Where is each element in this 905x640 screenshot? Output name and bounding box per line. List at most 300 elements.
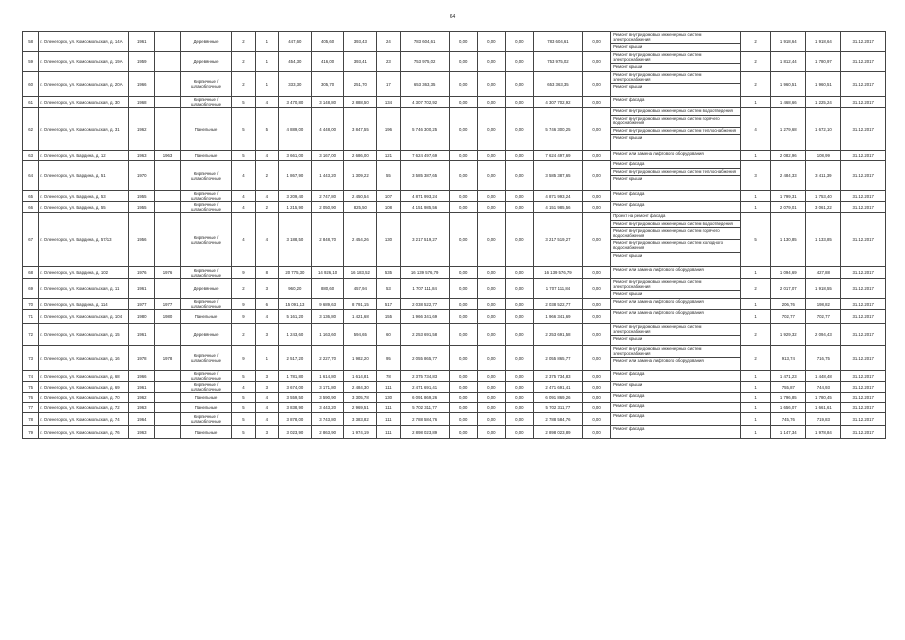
owned-area: 2 450,54 <box>344 191 377 202</box>
work-count: 3 <box>740 161 770 191</box>
table-row <box>23 202 886 213</box>
repair-work-item: Ремонт фасада <box>613 202 645 207</box>
fund-owners: 653 363,35 <box>533 72 582 97</box>
completion-date: 31.12.2017 <box>841 72 886 97</box>
entrances: 2 <box>255 202 278 213</box>
fund-federal: 0,00 <box>449 151 477 161</box>
table-row <box>23 310 886 324</box>
table-row <box>23 97 886 108</box>
build-year: 1955 <box>129 202 155 213</box>
row-number: 62 <box>23 108 39 151</box>
fund-owners: 2 788 584,76 <box>533 413 582 426</box>
commission-year <box>155 413 181 426</box>
max-unit-cost: 198,82 <box>806 299 841 310</box>
total-area: 3 559,50 <box>279 393 312 403</box>
build-year: 1963 <box>129 403 155 413</box>
wall-material: Панельные <box>180 310 231 324</box>
fund-regional: 0,00 <box>477 426 505 439</box>
fund-owners: 3 217 519,27 <box>533 213 582 267</box>
fund-other: 0,00 <box>583 279 611 299</box>
living-area: 1 614,80 <box>311 371 344 382</box>
residents: 517 <box>377 299 400 310</box>
fund-federal: 0,00 <box>449 213 477 267</box>
commission-year <box>155 426 181 439</box>
living-area: 305,70 <box>311 72 344 97</box>
repair-cost: 2 788 584,76 <box>400 413 449 426</box>
work-count: 1 <box>740 202 770 213</box>
fund-federal: 0,00 <box>449 52 477 72</box>
living-area: 3 590,90 <box>311 393 344 403</box>
repair-cost: 5 702 311,77 <box>400 403 449 413</box>
work-count: 1 <box>740 413 770 426</box>
row-number: 63 <box>23 151 39 161</box>
living-area: 405,60 <box>311 32 344 52</box>
commission-year: 1980 <box>155 310 181 324</box>
entrances: 1 <box>255 32 278 52</box>
entrances: 4 <box>255 191 278 202</box>
work-count: 5 <box>740 213 770 267</box>
commission-year <box>155 97 181 108</box>
total-area: 3 878,00 <box>279 413 312 426</box>
fund-regional: 0,00 <box>477 371 505 382</box>
build-year: 1976 <box>129 267 155 279</box>
repair-cost: 2 471 691,41 <box>400 382 449 393</box>
fund-owners: 3 585 387,65 <box>533 161 582 191</box>
work-count: 1 <box>740 151 770 161</box>
unit-cost: 1 468,66 <box>771 97 806 108</box>
row-number: 68 <box>23 267 39 279</box>
wall-material: Кирпичные / шлакоблочные <box>180 346 231 371</box>
floors: 4 <box>232 382 255 393</box>
table-row <box>23 413 886 426</box>
work-count: 1 <box>740 267 770 279</box>
fund-federal: 0,00 <box>449 279 477 299</box>
repair-works <box>611 52 741 72</box>
owned-area: 2 888,50 <box>344 97 377 108</box>
floors: 5 <box>232 393 255 403</box>
living-area: 3 148,80 <box>311 97 344 108</box>
work-count: 1 <box>740 426 770 439</box>
address: г. Оленегорск, ул. Комсомольская, д. 31 <box>39 108 129 151</box>
total-area: 960,20 <box>279 279 312 299</box>
fund-local: 0,00 <box>505 161 533 191</box>
table-row <box>23 299 886 310</box>
fund-local: 0,00 <box>505 52 533 72</box>
fund-other: 0,00 <box>583 324 611 346</box>
fund-owners: 4 307 702,92 <box>533 97 582 108</box>
fund-federal: 0,00 <box>449 299 477 310</box>
owned-area: 2 969,51 <box>344 403 377 413</box>
fund-owners: 1 966 341,69 <box>533 310 582 324</box>
fund-other: 0,00 <box>583 151 611 161</box>
commission-year: 1977 <box>155 299 181 310</box>
entrances: 4 <box>255 413 278 426</box>
address: г. Оленегорск, ул. Комсомольская, д. 76 <box>39 426 129 439</box>
entrances: 1 <box>255 72 278 97</box>
fund-federal: 0,00 <box>449 346 477 371</box>
repair-work-item: Ремонт внутридомовых инженерных систем электроснабжения <box>611 324 740 336</box>
completion-date: 31.12.2017 <box>841 213 886 267</box>
entrances: 8 <box>255 267 278 279</box>
repair-work-item: Ремонт крыши <box>613 84 643 90</box>
entrances: 3 <box>255 426 278 439</box>
completion-date: 31.12.2017 <box>841 382 886 393</box>
repair-cost: 2 253 691,58 <box>400 324 449 346</box>
repair-cost: 2 038 522,77 <box>400 299 449 310</box>
address: г. Оленегорск, ул. Комсомольская, д. 104 <box>39 310 129 324</box>
completion-date: 31.12.2017 <box>841 108 886 151</box>
completion-date: 31.12.2017 <box>841 191 886 202</box>
entrances: 3 <box>255 324 278 346</box>
unit-cost: 1 796,85 <box>771 393 806 403</box>
max-unit-cost: 3 411,39 <box>806 161 841 191</box>
address: г. Оленегорск, ул. Комсомольская, д. 30 <box>39 97 129 108</box>
build-year: 1955 <box>129 191 155 202</box>
entrances: 5 <box>255 108 278 151</box>
repair-cost: 2 055 865,77 <box>400 346 449 371</box>
address: г. Оленегорск, ул. Комсомольская, д. 11 <box>39 279 129 299</box>
repair-works <box>611 403 741 413</box>
row-number: 60 <box>23 72 39 97</box>
repair-works <box>611 151 741 161</box>
completion-date: 31.12.2017 <box>841 267 886 279</box>
repair-works <box>611 267 741 279</box>
completion-date: 31.12.2017 <box>841 97 886 108</box>
repair-cost: 1 966 341,69 <box>400 310 449 324</box>
fund-other: 0,00 <box>583 299 611 310</box>
owned-area: 16 183,52 <box>344 267 377 279</box>
row-number: 59 <box>23 52 39 72</box>
fund-local: 0,00 <box>505 32 533 52</box>
fund-owners: 6 091 869,26 <box>533 393 582 403</box>
wall-material: Кирпичные / шлакоблочные <box>180 72 231 97</box>
repair-work-item: Ремонт внутридомовых инженерных систем электроснабжения <box>611 346 740 358</box>
floors: 5 <box>232 413 255 426</box>
residents: 108 <box>377 202 400 213</box>
capital-repair-table <box>22 31 886 439</box>
fund-federal: 0,00 <box>449 97 477 108</box>
repair-cost: 5 746 300,25 <box>400 108 449 151</box>
row-number: 74 <box>23 371 39 382</box>
fund-owners: 2 253 691,58 <box>533 324 582 346</box>
fund-federal: 0,00 <box>449 191 477 202</box>
work-count: 2 <box>740 279 770 299</box>
repair-work-item: Ремонт фасада <box>613 413 645 418</box>
total-area: 20 775,30 <box>279 267 312 279</box>
fund-owners: 2 375 734,83 <box>533 371 582 382</box>
max-unit-cost: 1 672,10 <box>806 108 841 151</box>
commission-year <box>155 52 181 72</box>
build-year: 1978 <box>129 346 155 371</box>
fund-other: 0,00 <box>583 267 611 279</box>
repair-works <box>611 161 741 191</box>
owned-area: 1 614,81 <box>344 371 377 382</box>
max-unit-cost: 1 448,48 <box>806 371 841 382</box>
total-area: 1 867,90 <box>279 161 312 191</box>
owned-area: 2 484,30 <box>344 382 377 393</box>
repair-works <box>611 191 741 202</box>
repair-cost: 3 217 519,27 <box>400 213 449 267</box>
repair-work-item: Ремонт фасада <box>613 371 645 376</box>
residents: 78 <box>377 371 400 382</box>
address: г. Оленегорск, ул. Комсомольская, д. 14А <box>39 32 129 52</box>
wall-material: Кирпичные / шлакоблочные <box>180 213 231 267</box>
max-unit-cost: 744,93 <box>806 382 841 393</box>
row-number: 72 <box>23 324 39 346</box>
build-year: 1961 <box>129 382 155 393</box>
repair-works <box>611 426 741 439</box>
completion-date: 31.12.2017 <box>841 52 886 72</box>
commission-year: 1978 <box>155 346 181 371</box>
unit-cost: 1 094,69 <box>771 267 806 279</box>
total-area: 447,60 <box>279 32 312 52</box>
fund-local: 0,00 <box>505 108 533 151</box>
repair-works <box>611 324 741 346</box>
build-year: 1964 <box>129 413 155 426</box>
address: г. Оленегорск, ул. Комсомольская, д. 16 <box>39 346 129 371</box>
residents: 111 <box>377 382 400 393</box>
total-area: 4 889,00 <box>279 108 312 151</box>
living-area: 3 136,80 <box>311 310 344 324</box>
fund-owners: 5 746 300,25 <box>533 108 582 151</box>
total-area: 15 091,13 <box>279 299 312 310</box>
table-row <box>23 324 886 346</box>
fund-local: 0,00 <box>505 382 533 393</box>
commission-year <box>155 393 181 403</box>
repair-cost: 2 375 734,83 <box>400 371 449 382</box>
repair-work-item: Ремонт крыши <box>613 44 643 50</box>
max-unit-cost: 702,77 <box>806 310 841 324</box>
fund-federal: 0,00 <box>449 403 477 413</box>
table-row <box>23 161 886 191</box>
build-year: 1977 <box>129 299 155 310</box>
total-area: 3 209,40 <box>279 191 312 202</box>
repair-work-item: Ремонт внутридомовых инженерных систем электроснабжения <box>611 72 740 84</box>
table-row <box>23 108 886 151</box>
fund-regional: 0,00 <box>477 403 505 413</box>
fund-federal: 0,00 <box>449 324 477 346</box>
total-area: 1 215,90 <box>279 202 312 213</box>
build-year: 1959 <box>129 52 155 72</box>
total-area: 454,30 <box>279 52 312 72</box>
max-unit-cost: 1 978,84 <box>806 426 841 439</box>
living-area: 2 050,90 <box>311 202 344 213</box>
fund-federal: 0,00 <box>449 161 477 191</box>
unit-cost: 1 656,07 <box>771 403 806 413</box>
fund-owners: 2 471 691,41 <box>533 382 582 393</box>
fund-local: 0,00 <box>505 403 533 413</box>
fund-other: 0,00 <box>583 108 611 151</box>
total-area: 3 188,50 <box>279 213 312 267</box>
commission-year <box>155 279 181 299</box>
completion-date: 31.12.2017 <box>841 299 886 310</box>
living-area: 3 167,00 <box>311 151 344 161</box>
living-area: 14 926,10 <box>311 267 344 279</box>
fund-regional: 0,00 <box>477 151 505 161</box>
fund-local: 0,00 <box>505 371 533 382</box>
repair-works <box>611 213 741 267</box>
fund-other: 0,00 <box>583 310 611 324</box>
table-row <box>23 279 886 299</box>
repair-work-item: Ремонт или замена лифтового оборудования <box>613 310 704 315</box>
wall-material: Кирпичные / шлакоблочные <box>180 413 231 426</box>
fund-other: 0,00 <box>583 191 611 202</box>
fund-other: 0,00 <box>583 371 611 382</box>
wall-material: Деревянные <box>180 279 231 299</box>
repair-work-item: Ремонт крыши <box>613 64 643 70</box>
max-unit-cost: 108,99 <box>806 151 841 161</box>
address: г. Оленегорск, ул. Бардина, д. 57/13 <box>39 213 129 267</box>
residents: 107 <box>377 191 400 202</box>
wall-material: Кирпичные / шлакоблочные <box>180 202 231 213</box>
floors: 5 <box>232 371 255 382</box>
wall-material: Кирпичные / шлакоблочные <box>180 371 231 382</box>
row-number: 70 <box>23 299 39 310</box>
residents: 95 <box>377 346 400 371</box>
entrances: 1 <box>255 346 278 371</box>
commission-year <box>155 382 181 393</box>
fund-owners: 1 707 111,84 <box>533 279 582 299</box>
row-number: 61 <box>23 97 39 108</box>
work-count: 1 <box>740 299 770 310</box>
address: г. Оленегорск, ул. Комсомольская, д. 74 <box>39 413 129 426</box>
unit-cost: 1 918,64 <box>771 32 806 52</box>
entrances: 3 <box>255 279 278 299</box>
repair-work-item: Ремонт внутридомовых инженерных систем теплоснабжения <box>611 169 740 177</box>
max-unit-cost: 1 960,51 <box>806 72 841 97</box>
fund-local: 0,00 <box>505 202 533 213</box>
build-year: 1961 <box>129 324 155 346</box>
repair-works <box>611 72 741 97</box>
living-area: 880,60 <box>311 279 344 299</box>
completion-date: 31.12.2017 <box>841 426 886 439</box>
unit-cost: 913,74 <box>771 346 806 371</box>
table-row <box>23 151 886 161</box>
floors: 5 <box>232 97 255 108</box>
residents: 535 <box>377 267 400 279</box>
fund-owners: 2 898 023,89 <box>533 426 582 439</box>
owned-area: 1 421,68 <box>344 310 377 324</box>
completion-date: 31.12.2017 <box>841 346 886 371</box>
owned-area: 3 383,82 <box>344 413 377 426</box>
max-unit-cost: 1 918,55 <box>806 279 841 299</box>
fund-other: 0,00 <box>583 97 611 108</box>
fund-federal: 0,00 <box>449 267 477 279</box>
build-year: 1961 <box>129 279 155 299</box>
row-number: 67 <box>23 213 39 267</box>
total-area: 3 661,00 <box>279 151 312 161</box>
repair-cost: 2 898 023,89 <box>400 426 449 439</box>
owned-area: 251,70 <box>344 72 377 97</box>
row-number: 73 <box>23 346 39 371</box>
fund-owners: 2 038 522,77 <box>533 299 582 310</box>
address: г. Оленегорск, ул. Бардина, д. 55 <box>39 202 129 213</box>
address: г. Оленегорск, ул. Комсомольская, д. 70 <box>39 393 129 403</box>
table-row <box>23 267 886 279</box>
fund-local: 0,00 <box>505 97 533 108</box>
residents: 196 <box>377 108 400 151</box>
row-number: 71 <box>23 310 39 324</box>
table-row <box>23 32 886 52</box>
repair-work-item: Ремонт внутридомовых инженерных систем электроснабжения <box>611 52 740 64</box>
fund-other: 0,00 <box>583 346 611 371</box>
total-area: 3 674,00 <box>279 382 312 393</box>
build-year: 1966 <box>129 72 155 97</box>
unit-cost: 1 279,68 <box>771 108 806 151</box>
unit-cost: 2 079,01 <box>771 202 806 213</box>
repair-work-item: Ремонт внутридомовых инженерных систем горячего водоснабжения <box>611 116 740 128</box>
residents: 130 <box>377 213 400 267</box>
owned-area: 1 309,22 <box>344 161 377 191</box>
completion-date: 31.12.2017 <box>841 151 886 161</box>
living-area: 3 443,20 <box>311 403 344 413</box>
table-row <box>23 403 886 413</box>
fund-local: 0,00 <box>505 346 533 371</box>
table-row <box>23 371 886 382</box>
max-unit-cost: 1 133,85 <box>806 213 841 267</box>
address: г. Оленегорск, ул. Бардина, д. 102 <box>39 267 129 279</box>
table-row <box>23 72 886 97</box>
row-number: 78 <box>23 413 39 426</box>
fund-federal: 0,00 <box>449 72 477 97</box>
work-count: 1 <box>740 371 770 382</box>
max-unit-cost: 1 780,45 <box>806 393 841 403</box>
floors: 4 <box>232 202 255 213</box>
fund-federal: 0,00 <box>449 426 477 439</box>
repair-work-item: Ремонт внутридомовых инженерных систем теплоснабжения <box>611 128 740 136</box>
row-number: 69 <box>23 279 39 299</box>
max-unit-cost: 3 061,22 <box>806 202 841 213</box>
repair-work-item: Ремонт или замена лифтового оборудования <box>613 358 704 364</box>
completion-date: 31.12.2017 <box>841 413 886 426</box>
fund-regional: 0,00 <box>477 393 505 403</box>
residents: 17 <box>377 72 400 97</box>
work-count: 1 <box>740 403 770 413</box>
repair-work-item: Ремонт фасада <box>613 426 645 431</box>
row-number: 75 <box>23 382 39 393</box>
unit-cost: 2 484,33 <box>771 161 806 191</box>
owned-area: 457,94 <box>344 279 377 299</box>
commission-year <box>155 32 181 52</box>
unit-cost: 2 082,96 <box>771 151 806 161</box>
table-row <box>23 382 886 393</box>
repair-works <box>611 32 741 52</box>
build-year: 1963 <box>129 151 155 161</box>
fund-regional: 0,00 <box>477 191 505 202</box>
residents: 111 <box>377 426 400 439</box>
fund-owners: 4 151 985,56 <box>533 202 582 213</box>
unit-cost: 1 812,44 <box>771 52 806 72</box>
page-number: 64 <box>449 14 456 20</box>
floors: 9 <box>232 346 255 371</box>
commission-year <box>155 403 181 413</box>
residents: 121 <box>377 151 400 161</box>
work-count: 1 <box>740 310 770 324</box>
repair-work-item: Ремонт крыши <box>613 291 643 297</box>
table-row <box>23 52 886 72</box>
fund-local: 0,00 <box>505 267 533 279</box>
total-area: 1 243,60 <box>279 324 312 346</box>
entrances: 2 <box>255 161 278 191</box>
repair-cost: 4 151 985,56 <box>400 202 449 213</box>
residents: 24 <box>377 32 400 52</box>
build-year: 1956 <box>129 213 155 267</box>
owned-area: 825,50 <box>344 202 377 213</box>
wall-material: Кирпичные / шлакоблочные <box>180 97 231 108</box>
total-area: 1 781,80 <box>279 371 312 382</box>
address: г. Оленегорск, ул. Комсомольская, д. 20А <box>39 72 129 97</box>
completion-date: 31.12.2017 <box>841 403 886 413</box>
